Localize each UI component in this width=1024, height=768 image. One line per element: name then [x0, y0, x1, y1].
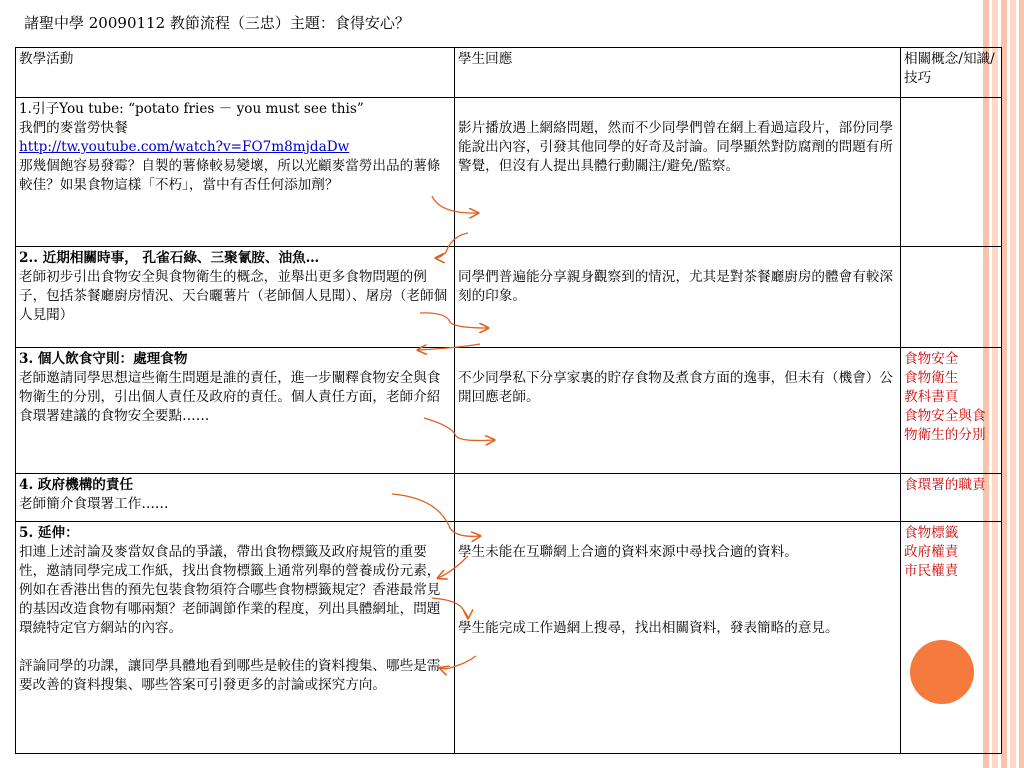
- activity-heading: 3. 個人飲食守則：處理食物: [19, 351, 188, 367]
- activity-heading: 1.引子You tube: “potato fries － you must see this”: [19, 101, 364, 117]
- arrow-row3-to-response: [424, 418, 494, 441]
- activity-heading: 2.. 近期相關時事， 孔雀石綠、三聚氰胺、油魚…: [19, 250, 320, 266]
- arrow-row1-to-response: [432, 196, 478, 213]
- concept-item: 教科書頁: [904, 389, 959, 405]
- arrow-row2-to-response: [420, 313, 488, 328]
- concept-item: 食物安全: [904, 351, 959, 367]
- concept-item: 食物標籤: [904, 525, 959, 541]
- youtube-link[interactable]: http://tw.youtube.com/watch?v=FO7m8mjdaDw: [19, 139, 350, 155]
- activity-body: 老師初步引出食物安全與食物衛生的概念，並舉出更多食物問題的例子，包括茶餐廳廚房情況、天台曬薯片（老師個人見聞）、屠房（老師個人見聞）: [19, 269, 448, 323]
- activity-heading: 5. 延伸：: [19, 525, 79, 541]
- response-text: 同學們普遍能分享親身觀察到的情況，尤其是對茶餐廳廚房的體會有較深刻的印象。: [458, 269, 893, 304]
- page-title: 諸聖中學 20090112 教節流程（三忠）主題：食得安心？: [24, 14, 410, 32]
- activity-subheading: 我們的麥當勞快餐: [19, 120, 128, 136]
- concept-item: 市民權責: [904, 563, 959, 579]
- arrow-row4-to-response: [392, 494, 480, 536]
- response-text-2: 學生能完成工作過網上搜尋，找出相關資料，發表簡略的意見。: [458, 620, 839, 636]
- concept-item: 食環署的職責: [904, 477, 986, 493]
- header-activity: 教學活動: [16, 48, 455, 98]
- arrow-response-to-row5-b: [440, 656, 476, 669]
- activity-body-2: 評論同學的功課，讓同學具體地看到哪些是較佳的資料搜集、哪些是需要改善的資料搜集、哪些答案可引發更多的討論或探究方向。: [19, 658, 441, 693]
- activity-heading: 4. 政府機構的責任: [19, 477, 134, 493]
- concept-item: 政府權責: [904, 544, 959, 560]
- header-concept: 相關概念/知識/技巧: [901, 48, 1002, 98]
- arrow-response-to-row5-a: [438, 556, 468, 578]
- response-text: 不少同學私下分享家裏的貯存食物及煮食方面的逸事，但未有（機會）公開回應老師。: [458, 370, 893, 405]
- activity-body: 老師邀請同學思想這些衛生問題是誰的責任，進一步闡釋食物安全與食物衛生的分別，引出個人責任及政府的責任。個人責任方面，老師介紹食環署建議的食物安全要點……: [19, 370, 441, 424]
- arrow-response-to-row2: [436, 233, 468, 258]
- activity-body: 扣連上述討論及麥當奴食品的爭議，帶出食物標籤及政府規管的重要性，邀請同學完成工作紙，找出食物標籤上通常列舉的營養成份元素，例如在香港出售的預先包裝食物須符合哪些食物標籤規定？香港最常見的基因改造食物有哪兩類？老師調節作業的程度，列出具體網址，問題環繞特定官方網站的內容。: [19, 544, 441, 636]
- arrow-row5-to-response: [432, 598, 468, 618]
- activity-body: 那幾個飽容易發霉？自製的薯條較易變壞，所以光顧麥當勞出品的薯條較佳？如果食物這樣「不朽」，當中有否任何添加劑？: [19, 158, 441, 193]
- concept-item: 食物安全與食物衛生的分別: [904, 408, 986, 443]
- concept-item: 食物衛生: [904, 370, 959, 386]
- activity-body: 老師簡介食環署工作……: [19, 496, 169, 512]
- decorative-circle: [910, 640, 974, 704]
- response-text: 影片播放遇上網絡問題，然而不少同學們曾在網上看過這段片，部份同學能說出內容，引發其他同學的好奇及討論。同學顯然對防腐劑的問題有所警覺，但沒有人提出具體行動關注/避免/監察。: [458, 120, 893, 174]
- response-text: 學生未能在互聯網上合適的資料來源中尋找合適的資料。: [458, 544, 798, 560]
- arrow-response-to-row3: [418, 344, 480, 350]
- header-response: 學生回應: [455, 48, 901, 98]
